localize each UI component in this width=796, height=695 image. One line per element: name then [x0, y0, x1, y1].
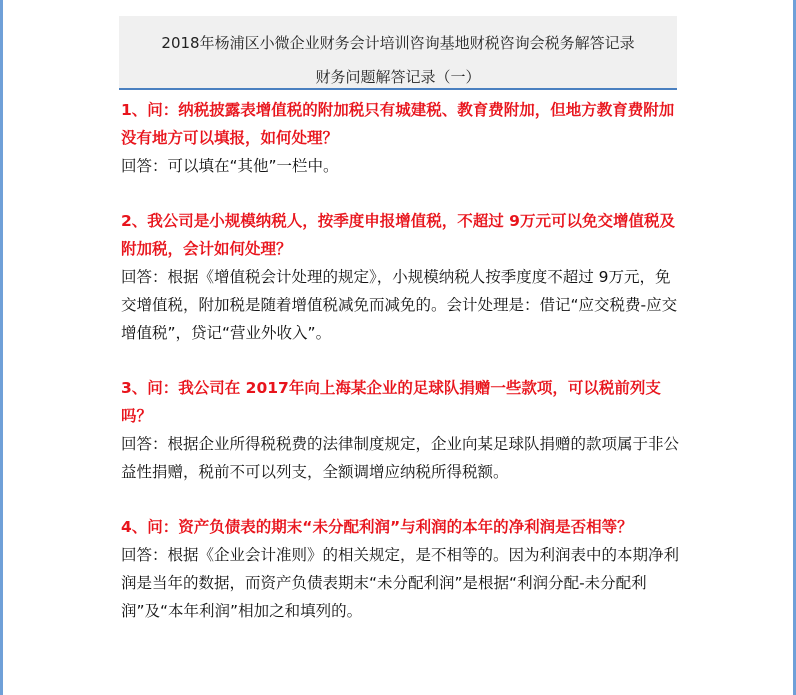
document-title: 2018年杨浦区小微企业财务会计培训咨询基地财税咨询会税务解答记录: [161, 34, 635, 52]
answer-4: 回答：根据《企业会计准则》的相关规定，是不相等的。因为利润表中的本期净利润是当年的数据，而资产负债表期末“未分配利润”是根据“利润分配-未分配利润”及“本年利润”相加之和填列的。: [121, 546, 680, 620]
qa-item-1: [121, 96, 681, 180]
left-border: [0, 0, 3, 695]
qa-item-4: [121, 513, 681, 625]
question-3: 3、问：我公司在 2017年向上海某企业的足球队捐赠一些款项，可以税前列支吗？: [121, 379, 661, 425]
document-header: [119, 16, 677, 90]
question-4: 4、问：资产负债表的期末“未分配利润”与利润的本年的净利润是否相等？: [121, 518, 633, 536]
answer-3: 回答：根据企业所得税税费的法律制度规定，企业向某足球队捐赠的款项属于非公益性捐赠，税前不可以列支，全额调增应纳税所得税额。: [121, 435, 680, 481]
question-1: 1、问：纳税披露表增值税的附加税只有城建税、教育费附加，但地方教育费附加没有地方可以填报，如何处理？: [121, 101, 675, 147]
qa-item-2: [121, 207, 681, 347]
answer-2: 回答：根据《增值税会计处理的规定》，小规模纳税人按季度度不超过 9万元，免交增值税，附加税是随着增值税减免而减免的。会计处理是：借记“应交税费-应交增值税”，贷记“营业外收入”。: [121, 268, 678, 342]
qa-item-3: [121, 374, 681, 486]
qa-content: [121, 96, 681, 625]
document-subtitle: 财务问题解答记录（一）: [315, 68, 481, 86]
answer-1: 回答：可以填在“其他”一栏中。: [121, 157, 339, 175]
question-2: 2、我公司是小规模纳税人，按季度申报增值税，不超过 9万元可以免交增值税及附加税，会计如何处理？: [121, 212, 675, 258]
